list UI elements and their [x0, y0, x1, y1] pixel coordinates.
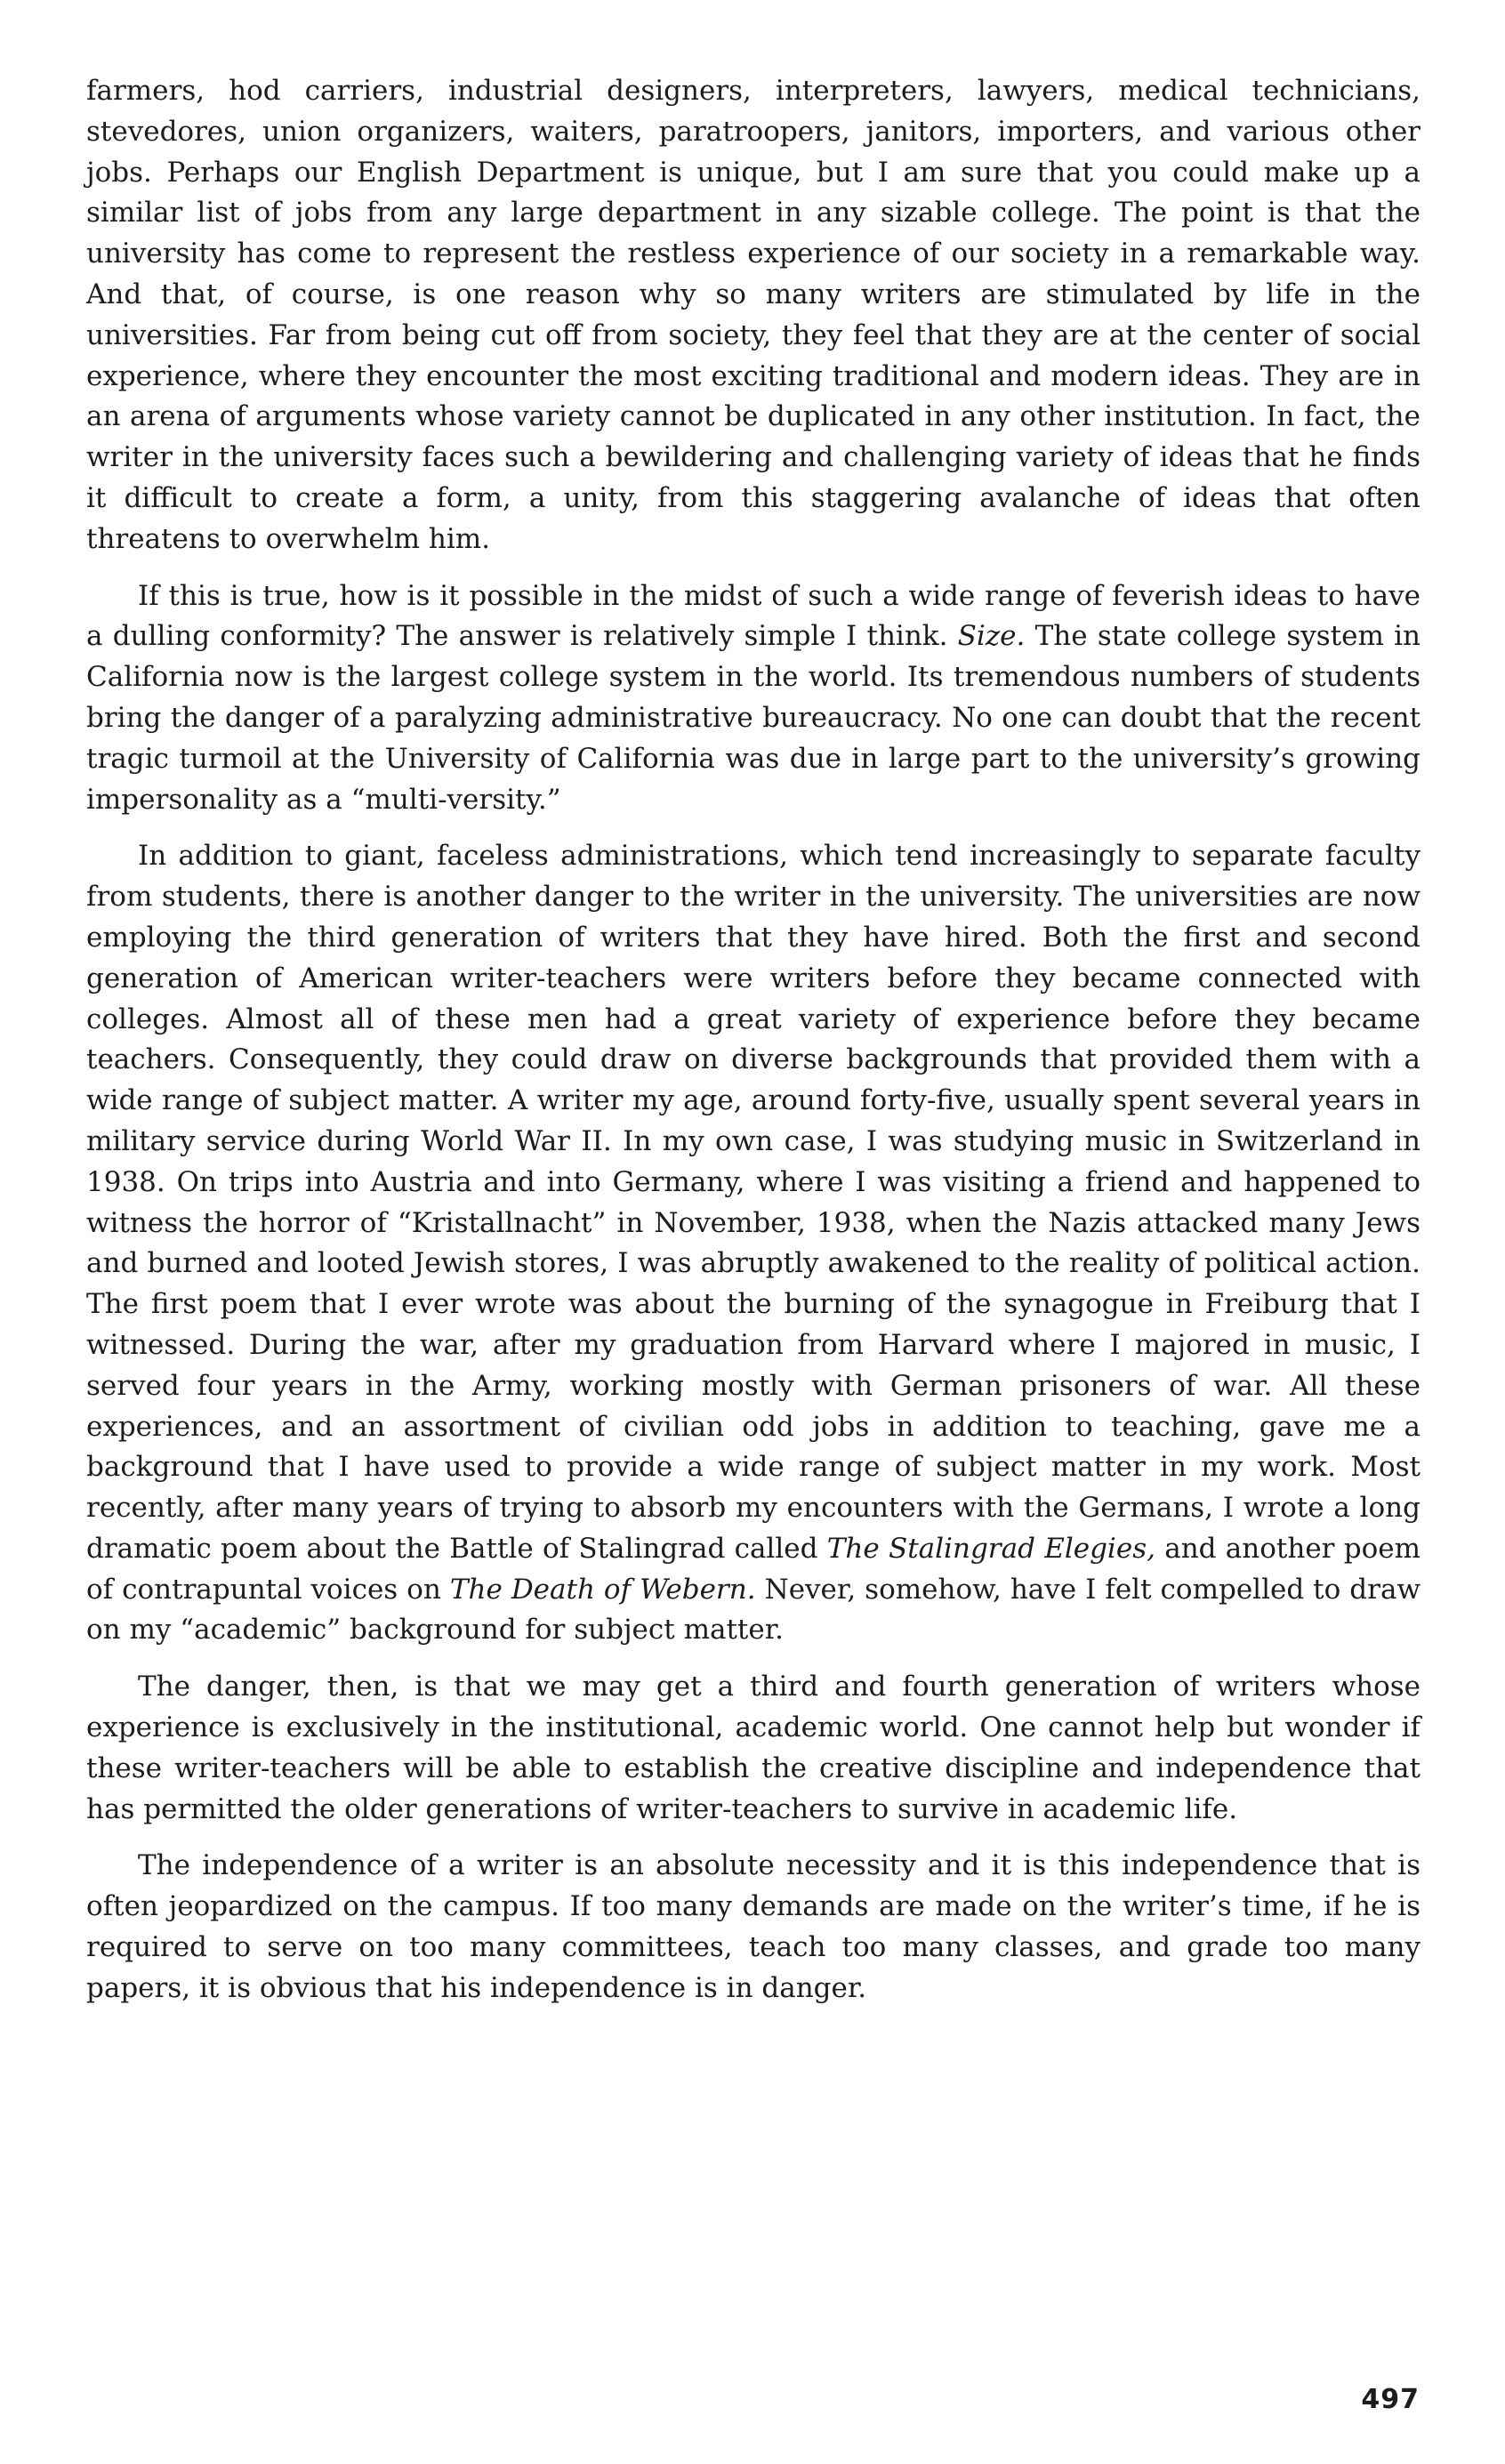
- paragraph-1-text: farmers, hod carriers, industrial designers, interpreters, lawyers, medical technicians, stevedores, union organizers, waiters, paratroopers, janitors, importers, and various other jobs. Perhaps our English Department is unique, but I am sure that you could make up a similar list of jobs from any large department in any sizable college. The point is that the university has come to represent the restless experience of our society in a remarkable way. And that, of course, is one reason why so many writers are stimulated by life in the universities. Far from being cut off from society, they feel that they are at the center of social experience, where they encounter the most exciting traditional and modern ideas. They are in an arena of arguments whose variety cannot be duplicated in any other institution. In fact, the writer in the university faces such a bewildering and challenging variety of ideas that he finds it difficult to create a form, a unity, from this staggering avalanche of ideas that often threatens to overwhelm him.: [86, 75, 1420, 555]
- paragraph-2-text-a: If this is true, how is it possible in the midst of such a wide range of feverish ideas to have a dulling conformity? The answer is relatively simple I think.: [86, 579, 1420, 653]
- italic-stalingrad-elegies: The Stalingrad Elegies,: [826, 1532, 1155, 1565]
- paragraph-5: [86, 1846, 1420, 2009]
- page-body: [86, 71, 1420, 2025]
- paragraph-2: [86, 576, 1420, 821]
- paragraph-5-text: The independence of a writer is an absolute necessity and it is this independence that is often jeopardized on the campus. If too many demands are made on the writer’s time, if he is required to serve on too many committees, teach too many classes, and grade too many papers, it is obvious that his independence is in danger.: [86, 1849, 1420, 2004]
- paragraph-3-text-a: In addition to giant, faceless administrations, which tend increasingly to separate faculty from students, there is another danger to the writer in the university. The universities are now employing the third generation of writers that they have hired. Both the first and second generation of American writer-teachers were writers before they became connected with colleges. Almost all of these men had a great variety of experience before they became teachers. Consequently, they could draw on diverse backgrounds that provided them with a wide range of subject matter. A writer my age, around forty-five, usually spent several years in military service during World War II. In my own case, I was studying music in Switzerland in 1938. On trips into Austria and into Germany, where I was visiting a friend and happened to witness the horror of “Kristallnacht” in November, 1938, when the Nazis attacked many Jews and burned and looted Jewish stores, I was abruptly awakened to the reality of political action. The first poem that I ever wrote was about the burning of the synagogue in Freiburg that I witnessed. During the war, after my graduation from Harvard where I majored in music, I served four years in the Army, working mostly with German prisoners of war. All these experiences, and an assortment of civilian odd jobs in addition to teaching, gave me a background that I have used to provide a wide range of subject matter in my work. Most recently, after many years of trying to absorb my encounters with the Germans, I wrote a long dramatic poem about the Battle of Stalingrad called: [86, 840, 1420, 1565]
- page-number: 497: [1361, 2384, 1420, 2415]
- paragraph-2-text-b: The state college system in California now is the largest college system in the world. Its tremendous numbers of students bring the danger of a paralyzing administrative bureaucracy. No one can doubt that the recent tragic turmoil at the University of California was due in large part to the university’s growing impersonality as a “multi-versity.”: [86, 620, 1420, 816]
- paragraph-3-text-b: and another poem of contrapuntal voices on: [86, 1532, 1421, 1606]
- italic-death-of-webern: The Death of Webern.: [449, 1573, 756, 1606]
- paragraph-4-text: The danger, then, is that we may get a third and fourth generation of writers whose experience is exclusively in the institutional, academic world. One cannot help but wonder if these writer-teachers will be able to establish the creative discipline and independence that has permitted the older generations of writer-teachers to survive in academic life.: [86, 1671, 1420, 1825]
- paragraph-3-text-c: Never, somehow, have I felt compelled to draw on my “academic” background for subject matter.: [86, 1573, 1420, 1647]
- paragraph-1: [86, 71, 1420, 560]
- italic-size: Size.: [957, 620, 1026, 653]
- paragraph-4: [86, 1667, 1420, 1830]
- paragraph-3: [86, 836, 1420, 1651]
